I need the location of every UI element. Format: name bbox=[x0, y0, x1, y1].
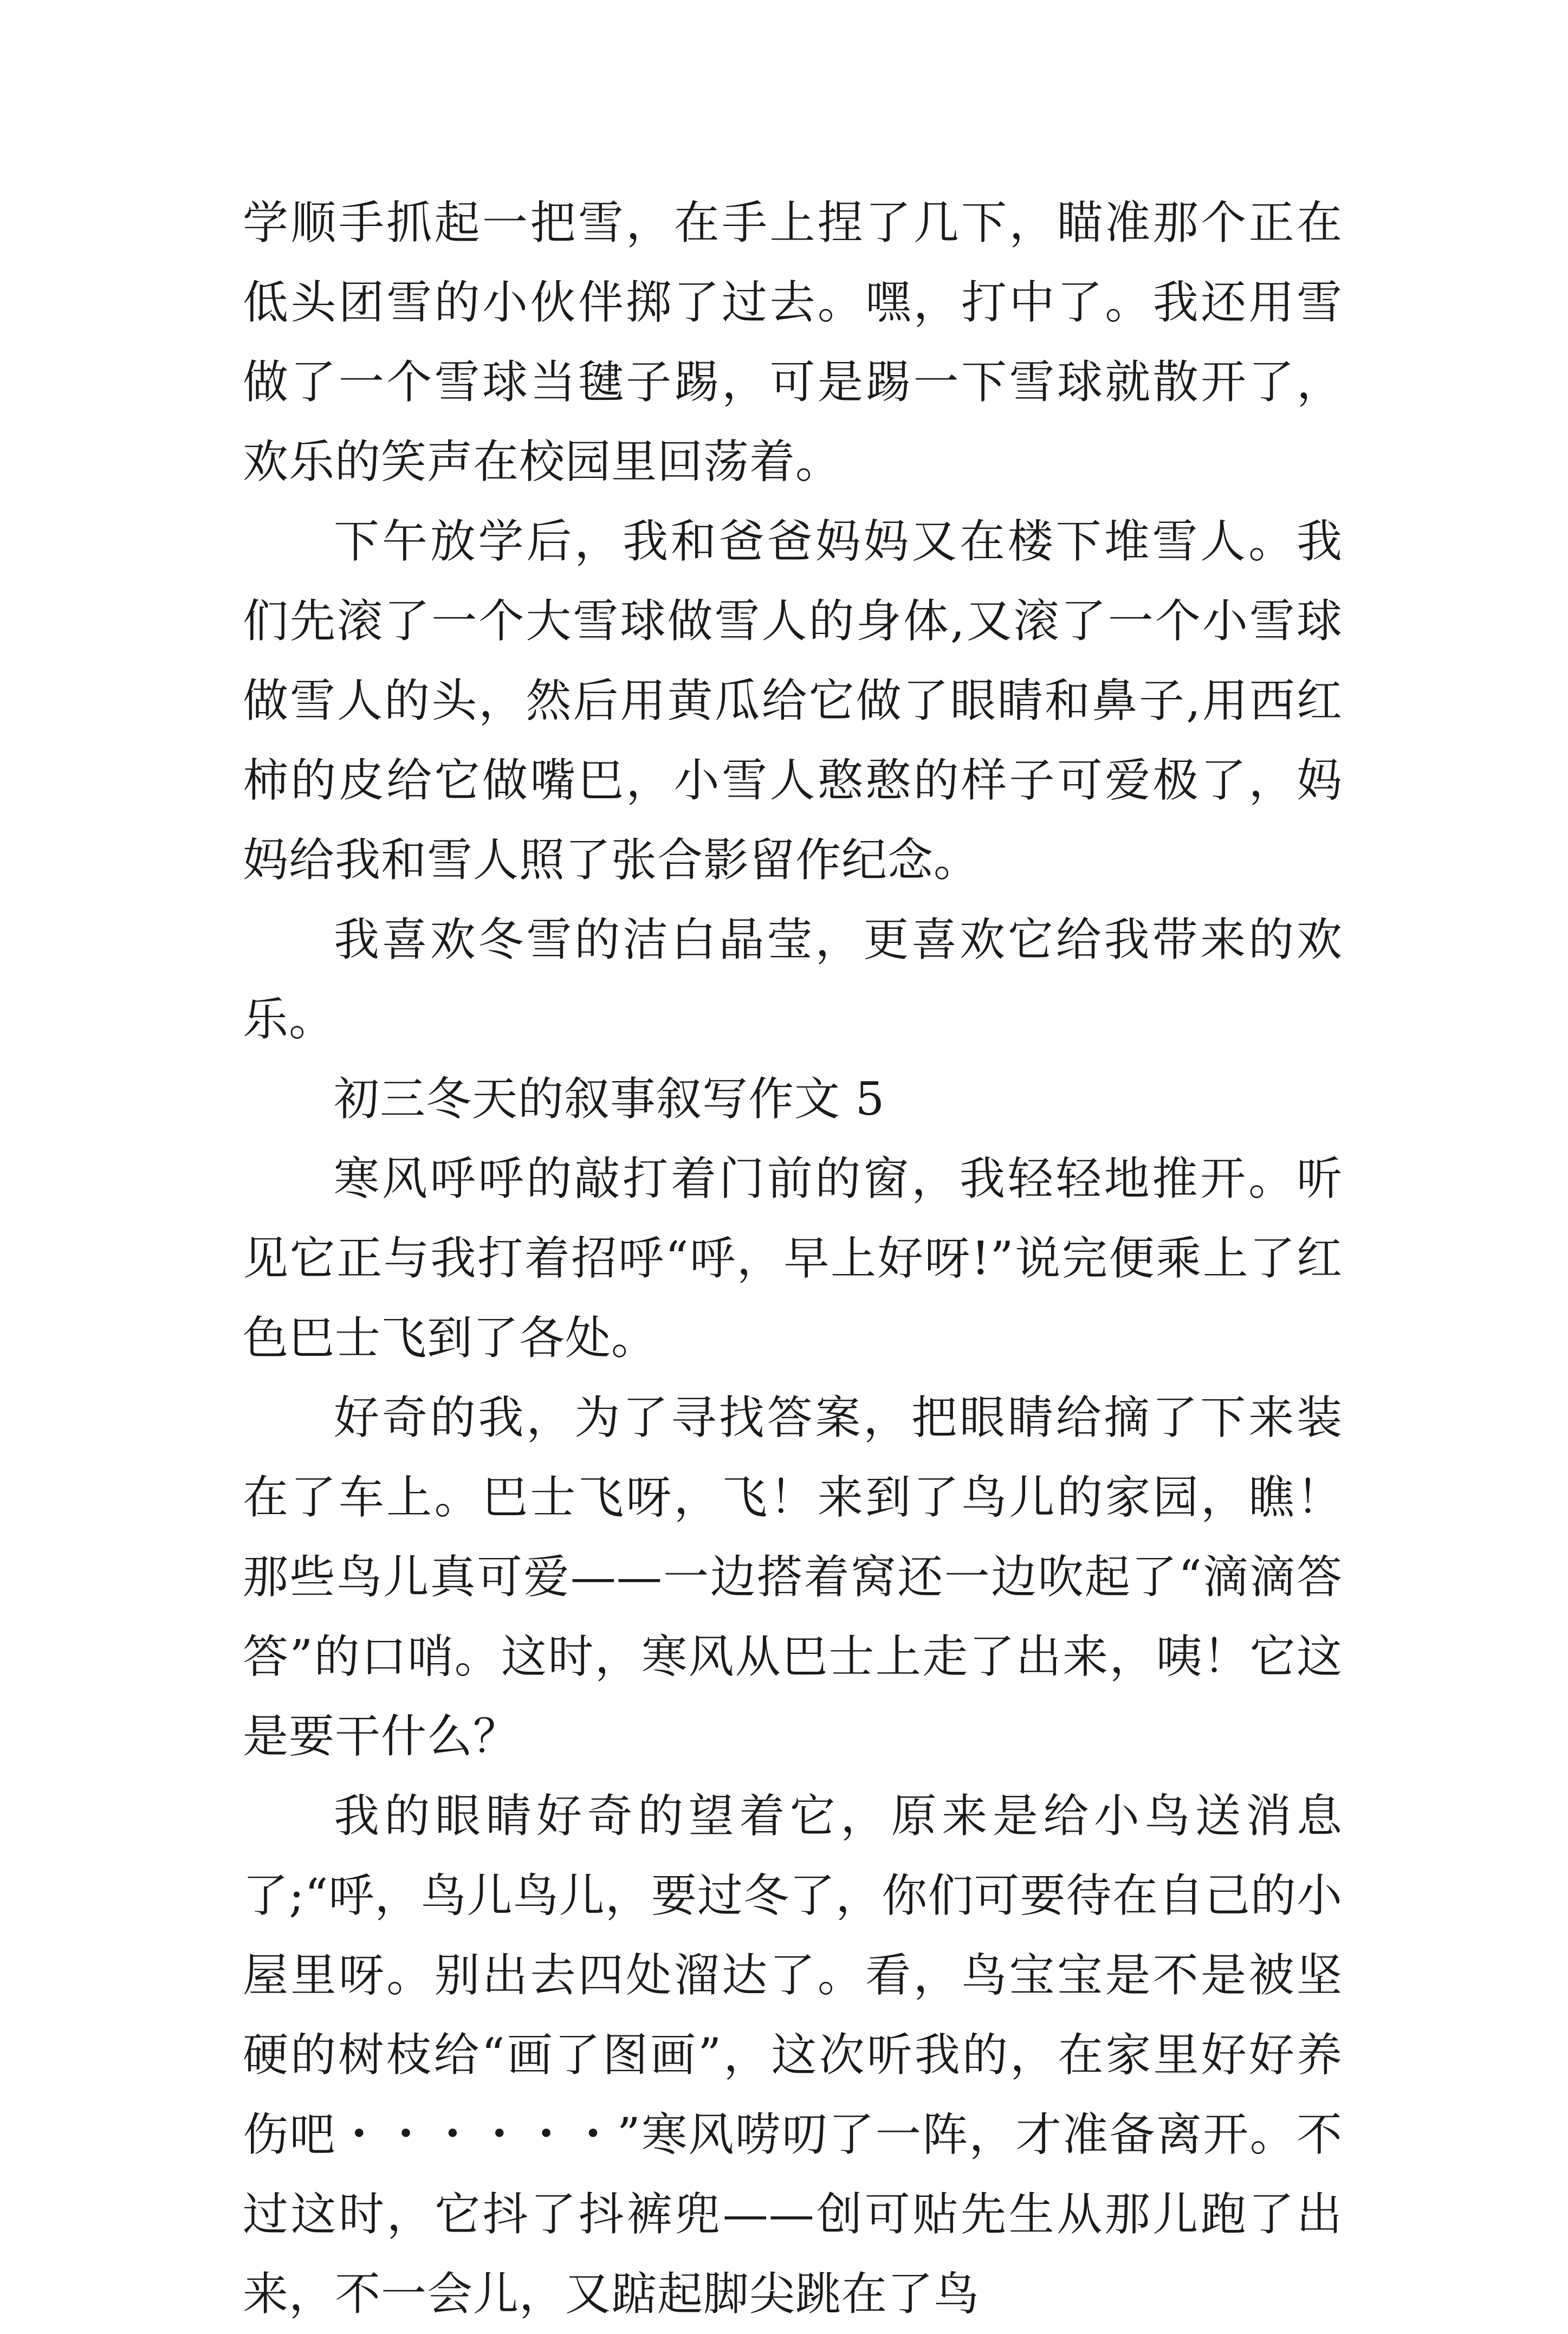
paragraph-snow-play: 学顺手抓起一把雪，在手上捏了几下，瞄准那个正在低头团雪的小伙伴掷了过去。嘿，打中了。我还用雪做了一个雪球当毽子踢，可是踢一下雪球就散开了，欢乐的笑声在校园里回荡着。 bbox=[243, 196, 1343, 488]
paragraph-birds-message: 我的眼睛好奇的望着它，原来是给小鸟送消息了;“呼，鸟儿鸟儿，要过冬了，你们可要待在自己的小屋里呀。别出去四处溜达了。看，鸟宝宝是不是被坚硬的树枝给“画了图画”，这次听我的，在家里好好养伤吧・・・・・・”寒风唠叨了一阵，才准备离开。不过这时，它抖了抖裤兜——创可贴先生从那儿跑了出来，不一会儿，又踮起脚尖跳在了鸟 bbox=[243, 1789, 1343, 2320]
paragraph-conclusion: 我喜欢冬雪的洁白晶莹，更喜欢它给我带来的欢乐。 bbox=[243, 913, 1343, 1046]
paragraph-cold-wind: 寒风呼呼的敲打着门前的窗，我轻轻地推开。听见它正与我打着招呼“呼，早上好呀!”说完便乘上了红色巴士飞到了各处。 bbox=[243, 1152, 1343, 1365]
document-body bbox=[243, 183, 1343, 2334]
paragraph-curious-bus: 好奇的我，为了寻找答案，把眼睛给摘了下来装在了车上。巴士飞呀，飞！来到了鸟儿的家园，瞧！那些鸟儿真可爱——一边搭着窝还一边吹起了“滴滴答答”的口哨。这时，寒风从巴士上走了出来，咦！它这是要干什么？ bbox=[243, 1391, 1343, 1763]
section-title: 初三冬天的叙事叙写作文 5 bbox=[334, 1072, 885, 1126]
paragraph-snowman: 下午放学后，我和爸爸妈妈又在楼下堆雪人。我们先滚了一个大雪球做雪人的身体,又滚了一个小雪球做雪人的头，然后用黄瓜给它做了眼睛和鼻子,用西红柿的皮给它做嘴巴，小雪人憨憨的样子可爱极了，妈妈给我和雪人照了张合影留作纪念。 bbox=[243, 515, 1343, 887]
